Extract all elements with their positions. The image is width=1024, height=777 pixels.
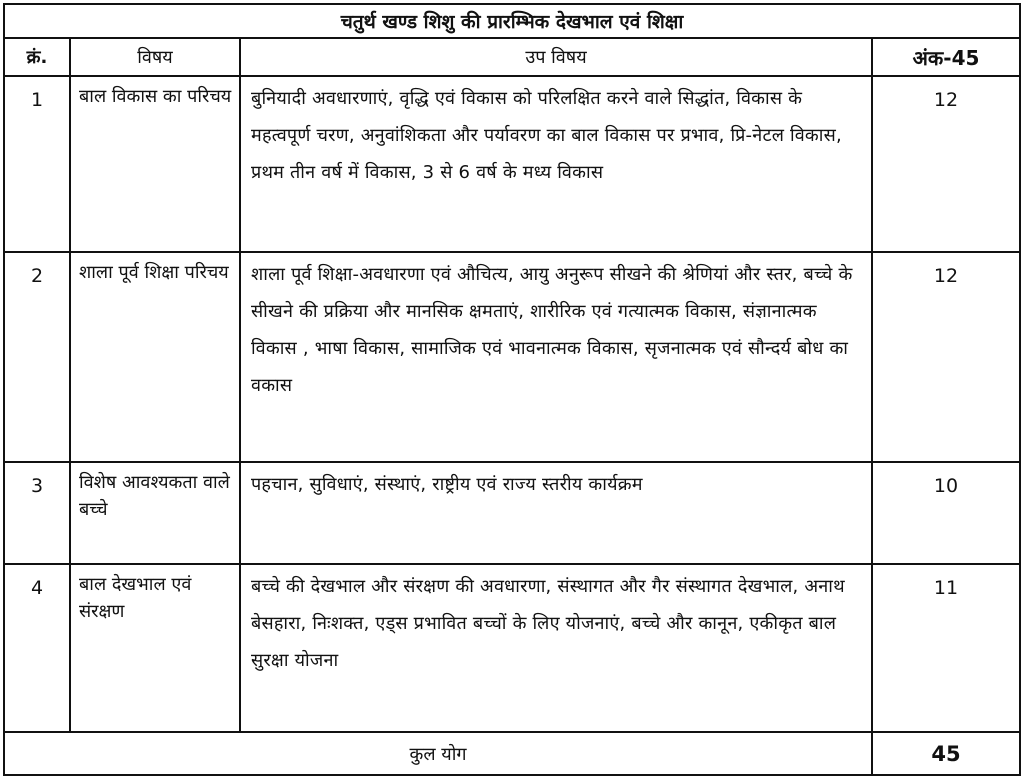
- table-row: [4, 462, 1020, 564]
- title-row: [4, 4, 1020, 38]
- row-subject: विशेष आवश्यकता वाले बच्चे: [70, 462, 240, 564]
- table-row: [4, 76, 1020, 252]
- header-serial: क्रं.: [4, 38, 70, 76]
- row-subtopic: पहचान, सुविधाएं, संस्थाएं, राष्ट्रीय एवं राज्य स्तरीय कार्यक्रम: [240, 462, 872, 564]
- row-marks: 12: [872, 252, 1020, 462]
- header-subject: विषय: [70, 38, 240, 76]
- row-serial: 1: [4, 76, 70, 252]
- table-row: [4, 564, 1020, 732]
- total-value: 45: [872, 732, 1020, 775]
- row-subtopic: बच्चे की देखभाल और संरक्षण की अवधारणा, संस्थागत और गैर संस्थागत देखभाल, अनाथ बेसहारा, निःशक्त, एड्स प्रभावित बच्चों के लिए योजनाएं, बच्चे और कानून, एकीकृत बाल सुरक्षा योजना: [240, 564, 872, 732]
- table-title: चतुर्थ खण्ड शिशु की प्रारम्भिक देखभाल एवं शिक्षा: [4, 4, 1020, 38]
- header-subtopic: उप विषय: [240, 38, 872, 76]
- syllabus-table: [3, 3, 1021, 776]
- row-subject: शाला पूर्व शिक्षा परिचय: [70, 252, 240, 462]
- row-serial: 2: [4, 252, 70, 462]
- row-subject: बाल विकास का परिचय: [70, 76, 240, 252]
- row-subtopic: बुनियादी अवधारणाएं, वृद्धि एवं विकास को परिलक्षित करने वाले सिद्धांत, विकास के महत्वपूर्ण चरण, अनुवांशिकता और पर्यावरण का बाल विकास पर प्रभाव, प्रि-नेटल विकास, प्रथम तीन वर्ष में विकास, 3 से 6 वर्ष के मध्य विकास: [240, 76, 872, 252]
- row-serial: 3: [4, 462, 70, 564]
- row-subject: बाल देखभाल एवं संरक्षण: [70, 564, 240, 732]
- row-subtopic: शाला पूर्व शिक्षा-अवधारणा एवं औचित्य, आयु अनुरूप सीखने की श्रेणियां और स्तर, बच्चे के सीखने की प्रक्रिया और मानसिक क्षमताएं, शारीरिक एवं गत्यात्मक विकास, संज्ञानात्मक विकास , भाषा विकास, सामाजिक एवं भावनात्मक विकास, सृजनात्मक एवं सौन्दर्य बोध का वकास: [240, 252, 872, 462]
- row-serial: 4: [4, 564, 70, 732]
- total-row: [4, 732, 1020, 775]
- header-row: [4, 38, 1020, 76]
- row-marks: 10: [872, 462, 1020, 564]
- total-label: कुल योग: [4, 732, 872, 775]
- header-marks: अंक-45: [872, 38, 1020, 76]
- row-marks: 12: [872, 76, 1020, 252]
- table-row: [4, 252, 1020, 462]
- row-marks: 11: [872, 564, 1020, 732]
